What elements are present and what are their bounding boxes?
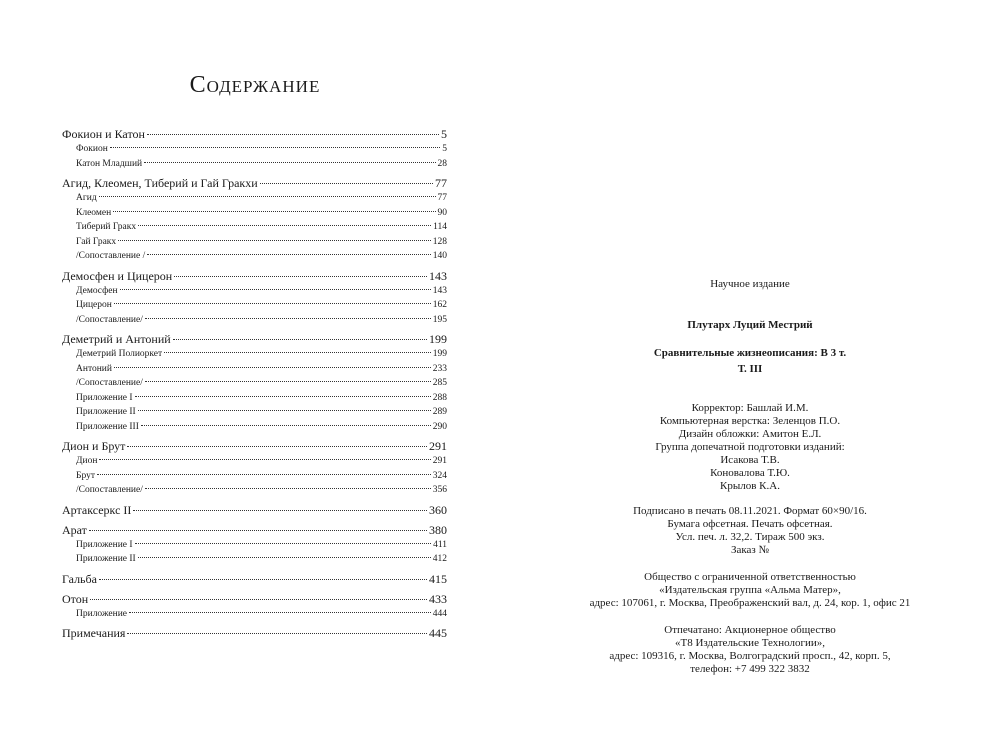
toc-subsection-entry [62,454,447,469]
toc-entry-title: Цицерон [76,300,112,310]
toc-page-number: 285 [432,378,447,388]
toc-entry-title: Брут [76,470,95,481]
toc-entry-title: Гальба [62,571,97,586]
toc-subsection-entry [62,249,447,264]
toc-subsection-entry [62,420,447,435]
toc-subsection-entry [62,298,447,313]
toc-entry-title: Приложение [76,608,127,619]
publisher-line: Общество с ограниченной ответственностью [644,571,856,583]
toc-page-number: 128 [432,236,447,247]
toc-page-number: 5 [442,144,447,154]
toc-entry-title: Деметрий Полиоркет [76,349,163,359]
toc-page-number: 356 [432,485,447,495]
toc-entry-title: Дион и Брут [62,439,126,453]
toc-entry-title: Приложение I [76,539,133,550]
toc-section-entry [62,268,447,284]
printer-line: Отпечатано: Акционерное общество [664,624,836,636]
toc-entry-title: /Сопоставление / [76,251,146,261]
credit-line: Исакова Т.В. [720,454,780,466]
toc-page-number: 162 [432,300,447,310]
toc-entry-title: Деметрий и Антоний [62,332,171,346]
toc-page-number: 140 [432,251,447,261]
volume-number: Т. III [737,363,763,375]
toc-dot-leader [164,352,431,353]
toc-dot-leader [174,276,427,277]
credits-block [500,402,1000,493]
toc-page-number: 433 [429,591,447,606]
toc-dot-leader [127,633,427,634]
printer-line: адрес: 109316, г. Москва, Волгоградский просп., 42, корп. 5, [609,650,891,662]
toc-dot-leader [90,599,427,600]
table-of-contents [62,126,447,641]
toc-subsection-entry [62,142,447,157]
toc-entry-title: Приложение II [76,407,136,417]
toc-dot-leader [138,225,431,226]
toc-subsection-entry [62,607,447,622]
toc-dot-leader [120,289,431,290]
toc-page-number: 412 [432,554,447,564]
toc-dot-leader [99,196,436,197]
toc-entry-title: Арат [62,522,87,537]
toc-dot-leader [145,381,431,382]
toc-entry-title: Приложение I [76,392,133,403]
toc-page-number: 233 [432,363,447,374]
toc-dot-leader [114,303,431,304]
print-info-line: Бумага офсетная. Печать офсетная. [667,518,833,530]
toc-subsection-entry [62,347,447,362]
toc-entry-title: Гай Гракх [76,236,117,247]
toc-subsection-entry [62,157,447,172]
toc-section-entry [62,126,447,142]
toc-dot-leader [144,162,435,163]
toc-entry-title: Дион [76,456,98,466]
toc-section-entry [62,331,447,347]
printer-block [500,624,1000,676]
toc-entry-title: Приложение III [76,421,139,432]
toc-section-entry [62,625,447,641]
toc-dot-leader [133,510,427,511]
toc-entry-title: Приложение II [76,554,136,564]
toc-page-number: 77 [435,176,447,190]
toc-dot-leader [260,183,433,184]
toc-subsection-entry [62,483,447,498]
toc-entry-title: Артаксеркс II [62,502,132,517]
toc-entry-title: Катон Младший [76,158,143,169]
credit-line: Дизайн обложки: Амитон Е.Л. [678,428,822,440]
toc-entry-title: Тиберий Гракх [76,222,137,232]
toc-subsection-entry [62,220,447,235]
toc-page-number: 444 [432,608,447,619]
print-info-line: Усл. печ. л. 32,2. Тираж 500 экз. [675,531,825,543]
toc-dot-leader [99,579,427,580]
toc-dot-leader [135,396,431,397]
print-info-line: Подписано в печать 08.11.2021. Формат 60×90/16. [633,505,867,517]
toc-section-entry [62,591,447,607]
toc-page-number: 415 [429,571,447,586]
book-title: Сравнительные жизнеописания: В 3 т. [653,347,847,359]
toc-subsection-entry [62,391,447,406]
toc-page-number: 114 [433,222,447,232]
credit-line: Корректор: Башлай И.М. [691,402,809,414]
toc-dot-leader [145,488,431,489]
toc-page-number: 411 [433,539,447,550]
toc-page-number: 445 [429,626,447,640]
toc-dot-leader [145,318,431,319]
right-page-imprint [500,0,1000,741]
toc-dot-leader [118,240,431,241]
toc-page-number: 195 [432,314,447,325]
toc-entry-title: Антоний [76,363,112,374]
toc-entry-title: Демосфен и Цицерон [62,268,173,283]
toc-dot-leader [138,410,431,411]
toc-subsection-entry [62,362,447,377]
toc-section-entry [62,438,447,454]
toc-subsection-entry [62,284,447,299]
print-info-block [500,505,1000,557]
toc-entry-title: Демосфен [76,285,118,296]
toc-dot-leader [113,211,435,212]
toc-subsection-entry [62,191,447,206]
printer-line: «Т8 Издательские Технологии», [675,637,825,649]
toc-entry-title: /Сопоставление/ [76,314,143,325]
toc-entry-title: Фокион и Катон [62,127,145,141]
toc-dot-leader [127,446,427,447]
toc-subsection-entry [62,235,447,250]
toc-page-number: 143 [429,268,447,283]
toc-dot-leader [135,543,432,544]
toc-subsection-entry [62,552,447,567]
printer-line: телефон: +7 499 322 3832 [690,663,810,675]
toc-page-number: 199 [432,349,447,359]
toc-dot-leader [114,367,431,368]
toc-dot-leader [129,612,431,613]
toc-dot-leader [110,147,440,148]
credit-line: Группа допечатной подготовки изданий: [655,441,845,453]
toc-dot-leader [141,425,431,426]
toc-page-number: 290 [432,421,447,432]
toc-subsection-entry [62,376,447,391]
toc-dot-leader [99,459,430,460]
toc-page-number: 5 [441,127,447,141]
credit-line: Крылов К.А. [720,480,780,492]
toc-page-number: 90 [437,207,447,218]
toc-dot-leader [97,474,431,475]
toc-entry-title: Отон [62,591,89,606]
toc-page-number: 199 [429,332,447,346]
toc-page-number: 380 [429,522,447,537]
toc-subsection-entry [62,206,447,221]
toc-subsection-entry [62,538,447,553]
toc-page-number: 77 [437,193,447,203]
publisher-block [500,571,1000,610]
toc-dot-leader [89,530,427,531]
toc-section-entry [62,502,447,518]
toc-entry-title: Фокион [76,144,108,154]
contents-title: Содержание [189,72,321,98]
print-info-line: Заказ № [730,544,770,556]
toc-page-number: 291 [432,456,447,466]
toc-entry-title: Агид, Клеомен, Тиберий и Гай Гракхи [62,176,258,190]
toc-subsection-entry [62,405,447,420]
toc-section-entry [62,522,447,538]
toc-subsection-entry [62,469,447,484]
toc-page-number: 360 [429,502,447,517]
publisher-line: «Издательская группа «Альма Матер», [659,584,841,596]
toc-dot-leader [147,134,439,135]
toc-page-number: 143 [432,285,447,296]
toc-entry-title: Примечания [62,626,126,640]
credit-line: Компьютерная верстка: Зеленцов П.О. [659,415,841,427]
toc-section-entry [62,571,447,587]
toc-dot-leader [173,339,427,340]
author-name: Плутарх Луций Местрий [687,319,813,331]
toc-entry-title: Агид [76,193,97,203]
toc-page-number: 324 [432,470,447,481]
toc-dot-leader [138,557,431,558]
edition-type: Научное издание [710,278,790,290]
toc-page-number: 288 [432,392,447,403]
toc-page-number: 291 [429,439,447,453]
toc-page-number: 289 [432,407,447,417]
toc-subsection-entry [62,313,447,328]
toc-section-entry [62,175,447,191]
toc-entry-title: /Сопоставление/ [76,378,143,388]
toc-page-number: 28 [437,158,447,169]
publisher-line: адрес: 107061, г. Москва, Преображенский вал, д. 24, кор. 1, офис 21 [589,597,911,609]
toc-dot-leader [147,254,431,255]
toc-entry-title: Клеомен [76,207,112,218]
toc-entry-title: /Сопоставление/ [76,485,143,495]
credit-line: Коновалова Т.Ю. [710,467,790,479]
